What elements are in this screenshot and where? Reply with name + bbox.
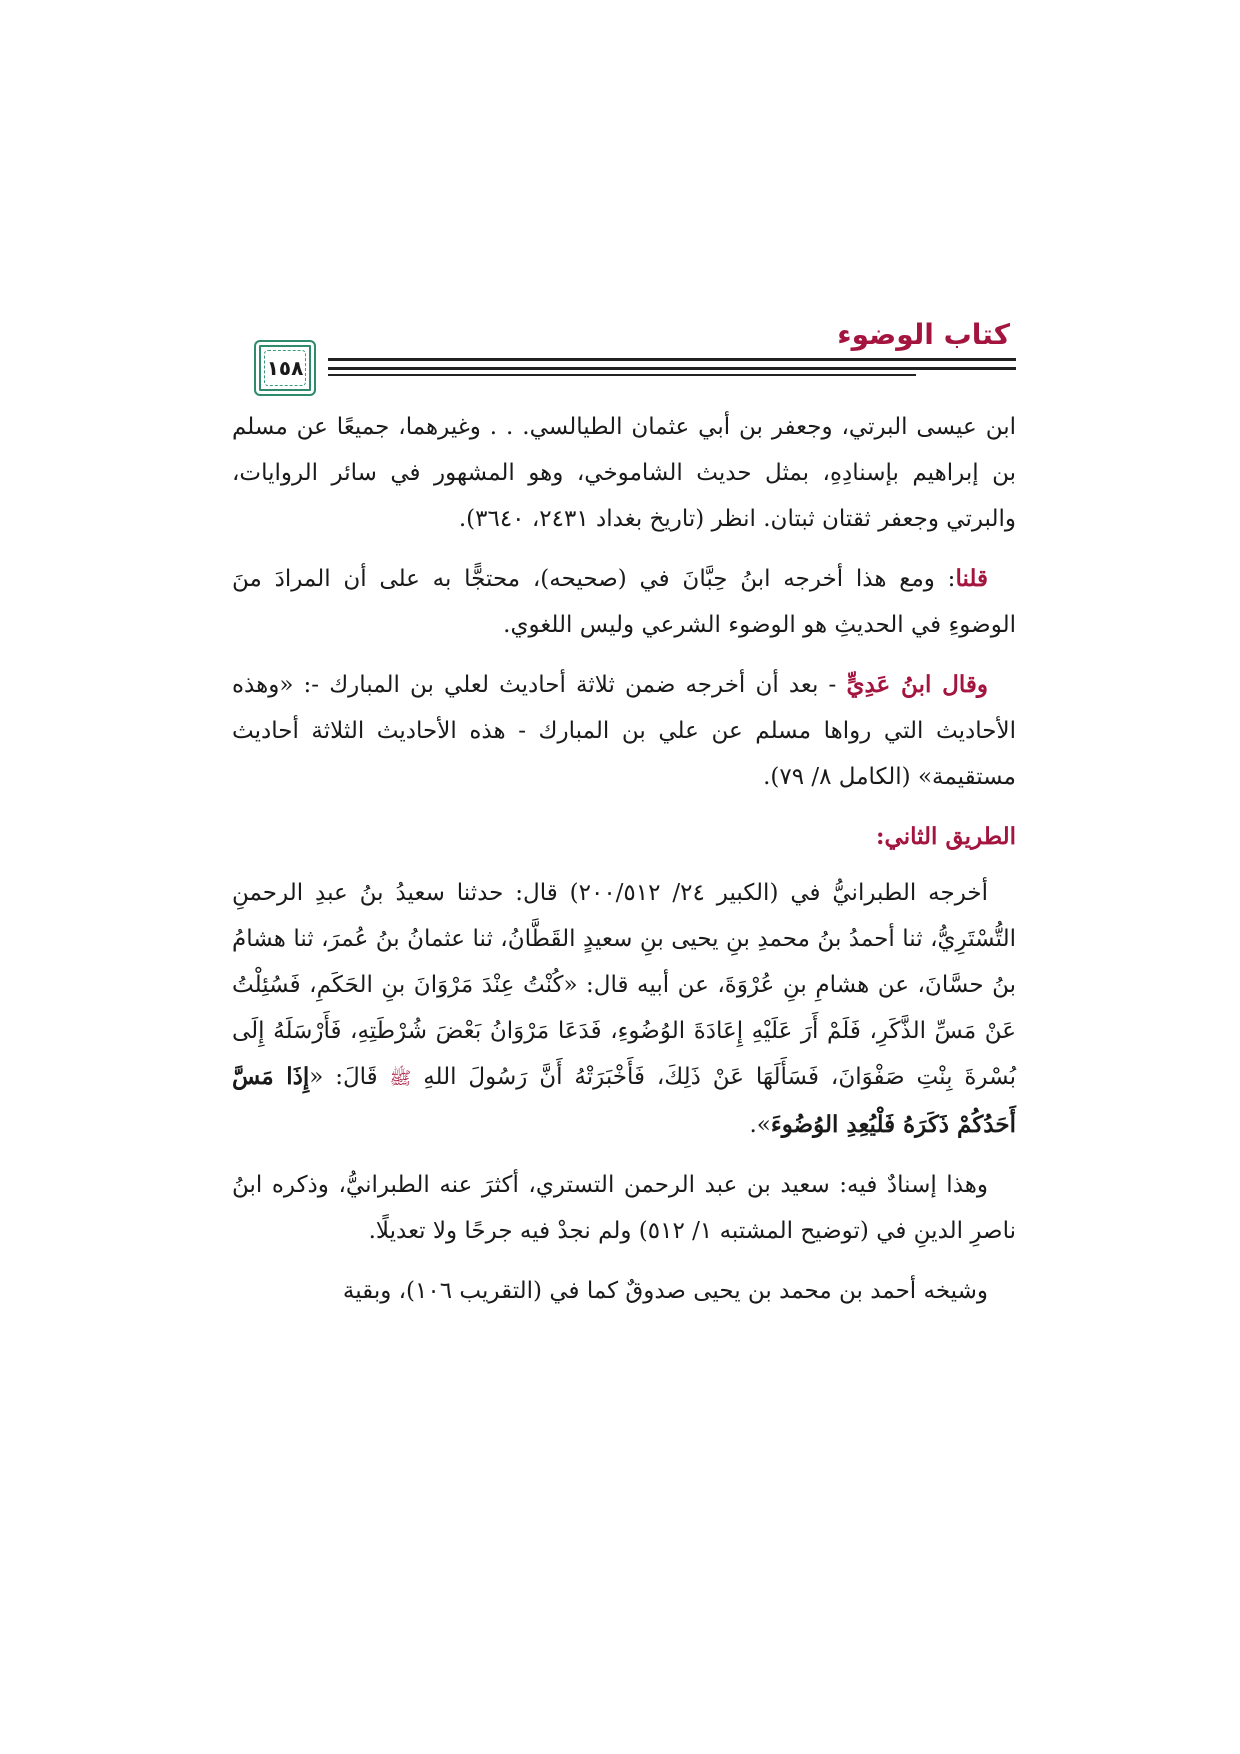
paragraph-6: وشيخه أحمد بن محمد بن يحيى صدوقٌ كما في (التقريب ١٠٦)، وبقية [342, 1278, 988, 1304]
paragraph-2-lead: قلنا [955, 565, 988, 592]
header-rule-top [232, 358, 1016, 361]
paragraph-2-text: : ومع هذا أخرجه ابنُ حِبَّانَ في (صحيحه)، محتجًّا به على أن المرادَ منَ الوضوءِ في الحديثِ هو الوضوء الشرعي وليس اللغوي. [232, 566, 1016, 638]
page-header [232, 318, 1016, 396]
paragraph-5: وهذا إسنادٌ فيه: سعيد بن عبد الرحمن التستري، أكثرَ عنه الطبرانيُّ، وذكره ابنُ ناصرِ الدينِ في (توضيح المشتبه ١/ ٥١٢) ولم نجدْ فيه جرحًا ولا تعديلًا. [232, 1172, 1016, 1244]
header-rule-bottom [232, 374, 916, 376]
book-title: كتاب الوضوء [837, 318, 1010, 351]
paragraph-4-mid: قَالَ: « [309, 1064, 390, 1090]
paragraph-3-lead: وقال ابنُ عَدِيٍّ [846, 671, 988, 698]
page-number: ١٥٨ [264, 350, 306, 386]
paragraph-2 [232, 556, 1016, 648]
section-title: الطريق الثاني: [876, 823, 1016, 850]
header-rule-middle [232, 367, 1016, 370]
paragraph-4 [232, 870, 1016, 1148]
paragraph-4-text: أخرجه الطبرانيُّ في (الكبير ٢٤/ ٢٠٠/٥١٢) قال: حدثنا سعيدُ بنُ عبدِ الرحمنِ التُّسْتَرِيُّ، ثنا أحمدُ بنُ محمدِ بنِ يحيى بنِ سعيدٍ القَطَّانُ، ثنا عثمانُ بنُ عُمرَ، ثنا هشامُ بنُ حسَّانَ، عن هشامِ بنِ عُرْوَةَ، عن أبيه قال: «كُنْتُ عِنْدَ مَرْوَانَ بنِ الحَكَمِ، فَسُئِلْتُ عَنْ مَسِّ الذَّكَرِ، فَلَمْ أَرَ عَلَيْهِ إِعَادَةَ الوُضُوءِ، فَدَعَا مَرْوَانُ بَعْضَ شُرْطَتِهِ، فَأَرْسَلَهُ إِلَى بُسْرةَ بِنْتِ صَفْوَانَ، فَسَأَلَهَا عَنْ ذَلِكَ، فَأَخْبَرَتْهُ أَنَّ رَسُولَ اللهِ [232, 880, 1017, 1090]
paragraph-3 [232, 662, 1016, 800]
paragraph-3-text: - بعد أن أخرجه ضمن ثلاثة أحاديث لعلي بن المبارك -: «وهذه الأحاديث التي رواها مسلم عن علي بن المبارك - هذه الأحاديث الثلاثة أحاديث مستقيمة» (الكامل ٨/ ٧٩). [232, 672, 1016, 790]
paragraph-1: ابن عيسى البرتي، وجعفر بن أبي عثمان الطيالسي. . . وغيرهما، جميعًا عن مسلم بن إبراهيم بإسنادِهِ، بمثل حديث الشاموخي، وهو المشهور في سائر الروايات، والبرتي وجعفر ثقتان ثبتان. انظر (تاريخ بغداد ٢٤٣١، ٣٦٤٠). [232, 414, 1016, 532]
page-content [232, 404, 1016, 1328]
paragraph-4-end: ». [749, 1112, 771, 1138]
page-number-badge [254, 340, 316, 396]
hadith-text: إِذَا مَسَّ أَحَدُكُمْ ذَكَرَهُ فَلْيُعِدِ الوُضُوءَ [232, 1063, 1016, 1138]
salutation-glyph: ﷺ [389, 1068, 412, 1089]
